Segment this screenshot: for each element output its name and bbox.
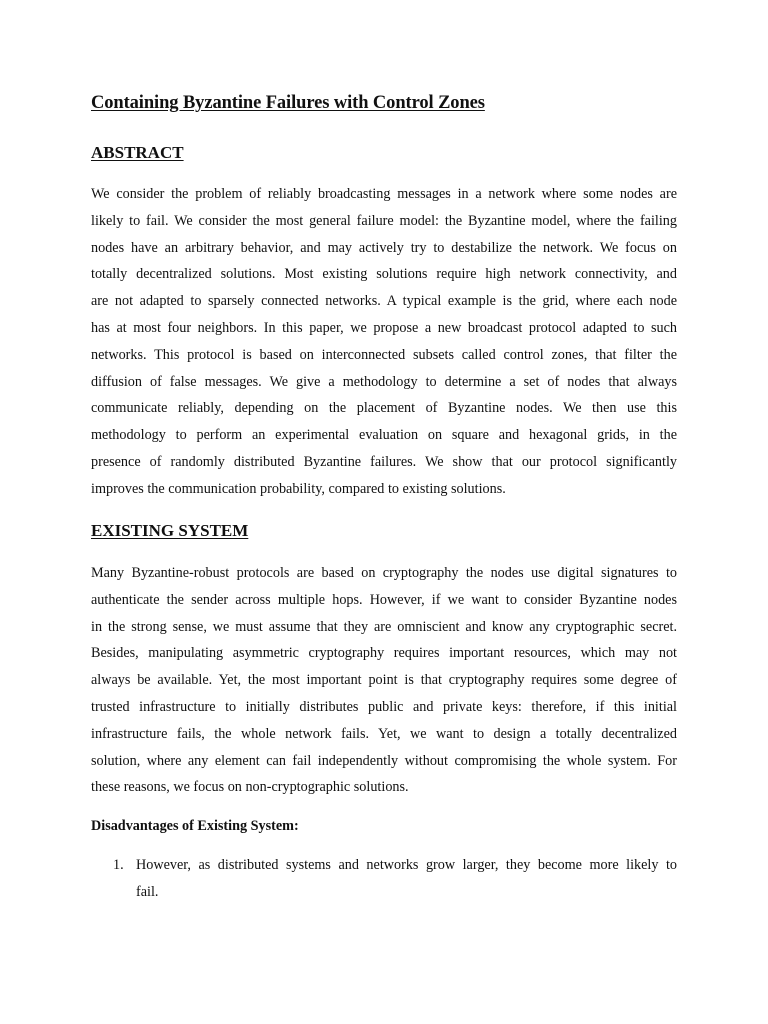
abstract-heading: ABSTRACT <box>91 143 184 162</box>
list-item-number: 1. <box>113 857 124 873</box>
abstract-line: improves the communication probability, compared to existing solutions. <box>91 480 506 497</box>
existing-system-line: always be available. Yet, the most important point is that cryptography requires some degree of <box>91 672 677 689</box>
list-item-line: fail. <box>136 883 159 900</box>
existing-system-paragraph <box>91 560 677 801</box>
document-title: Containing Byzantine Failures with Control Zones <box>91 93 485 113</box>
existing-system-line: solution, where any element can fail independently without compromising the whole system. For <box>91 752 677 769</box>
existing-system-line: Many Byzantine-robust protocols are based on cryptography the nodes use digital signatures to <box>91 565 677 581</box>
list-item-line: However, as distributed systems and networks grow larger, they become more likely to <box>136 857 677 873</box>
abstract-line: are not adapted to sparsely connected networks. A typical example is the grid, where each node <box>91 293 677 310</box>
disadvantages-list <box>91 852 677 906</box>
abstract-line: diffusion of false messages. We give a methodology to determine a set of nodes that always <box>91 373 677 390</box>
abstract-line: totally decentralized solutions. Most existing solutions require high network connectivity, and <box>91 266 677 283</box>
existing-system-line: authenticate the sender across multiple hops. However, if we want to consider Byzantine nodes <box>91 591 677 608</box>
disadvantages-heading: Disadvantages of Existing System: <box>91 818 299 834</box>
existing-system-line: in the strong sense, we must assume that they are omniscient and know any cryptographic secret. <box>91 618 677 635</box>
abstract-line: networks. This protocol is based on interconnected subsets called control zones, that filter the <box>91 346 677 363</box>
abstract-line: likely to fail. We consider the most general failure model: the Byzantine model, where the failing <box>91 212 677 229</box>
abstract-line: communicate reliably, depending on the placement of Byzantine nodes. We then use this <box>91 400 677 417</box>
existing-system-line: Besides, manipulating asymmetric cryptography requires important resources, which may not <box>91 645 677 662</box>
abstract-line: nodes have an arbitrary behavior, and may actively try to destabilize the network. We focus on <box>91 239 677 256</box>
list-item <box>91 852 677 906</box>
existing-system-line: trusted infrastructure to initially distributes public and private keys: therefore, if this initial <box>91 698 677 715</box>
existing-system-line: infrastructure fails, the whole network fails. Yet, we want to design a totally decentralized <box>91 725 677 742</box>
abstract-line: We consider the problem of reliably broadcasting messages in a network where some nodes are <box>91 186 677 202</box>
abstract-line: methodology to perform an experimental evaluation on square and hexagonal grids, in the <box>91 427 677 444</box>
abstract-line: presence of randomly distributed Byzantine failures. We show that our protocol significantly <box>91 453 677 470</box>
abstract-line: has at most four neighbors. In this paper, we propose a new broadcast protocol adapted to such <box>91 319 677 336</box>
existing-system-heading: EXISTING SYSTEM <box>91 521 249 540</box>
existing-system-line: these reasons, we focus on non-cryptographic solutions. <box>91 779 409 796</box>
abstract-paragraph <box>91 181 677 503</box>
